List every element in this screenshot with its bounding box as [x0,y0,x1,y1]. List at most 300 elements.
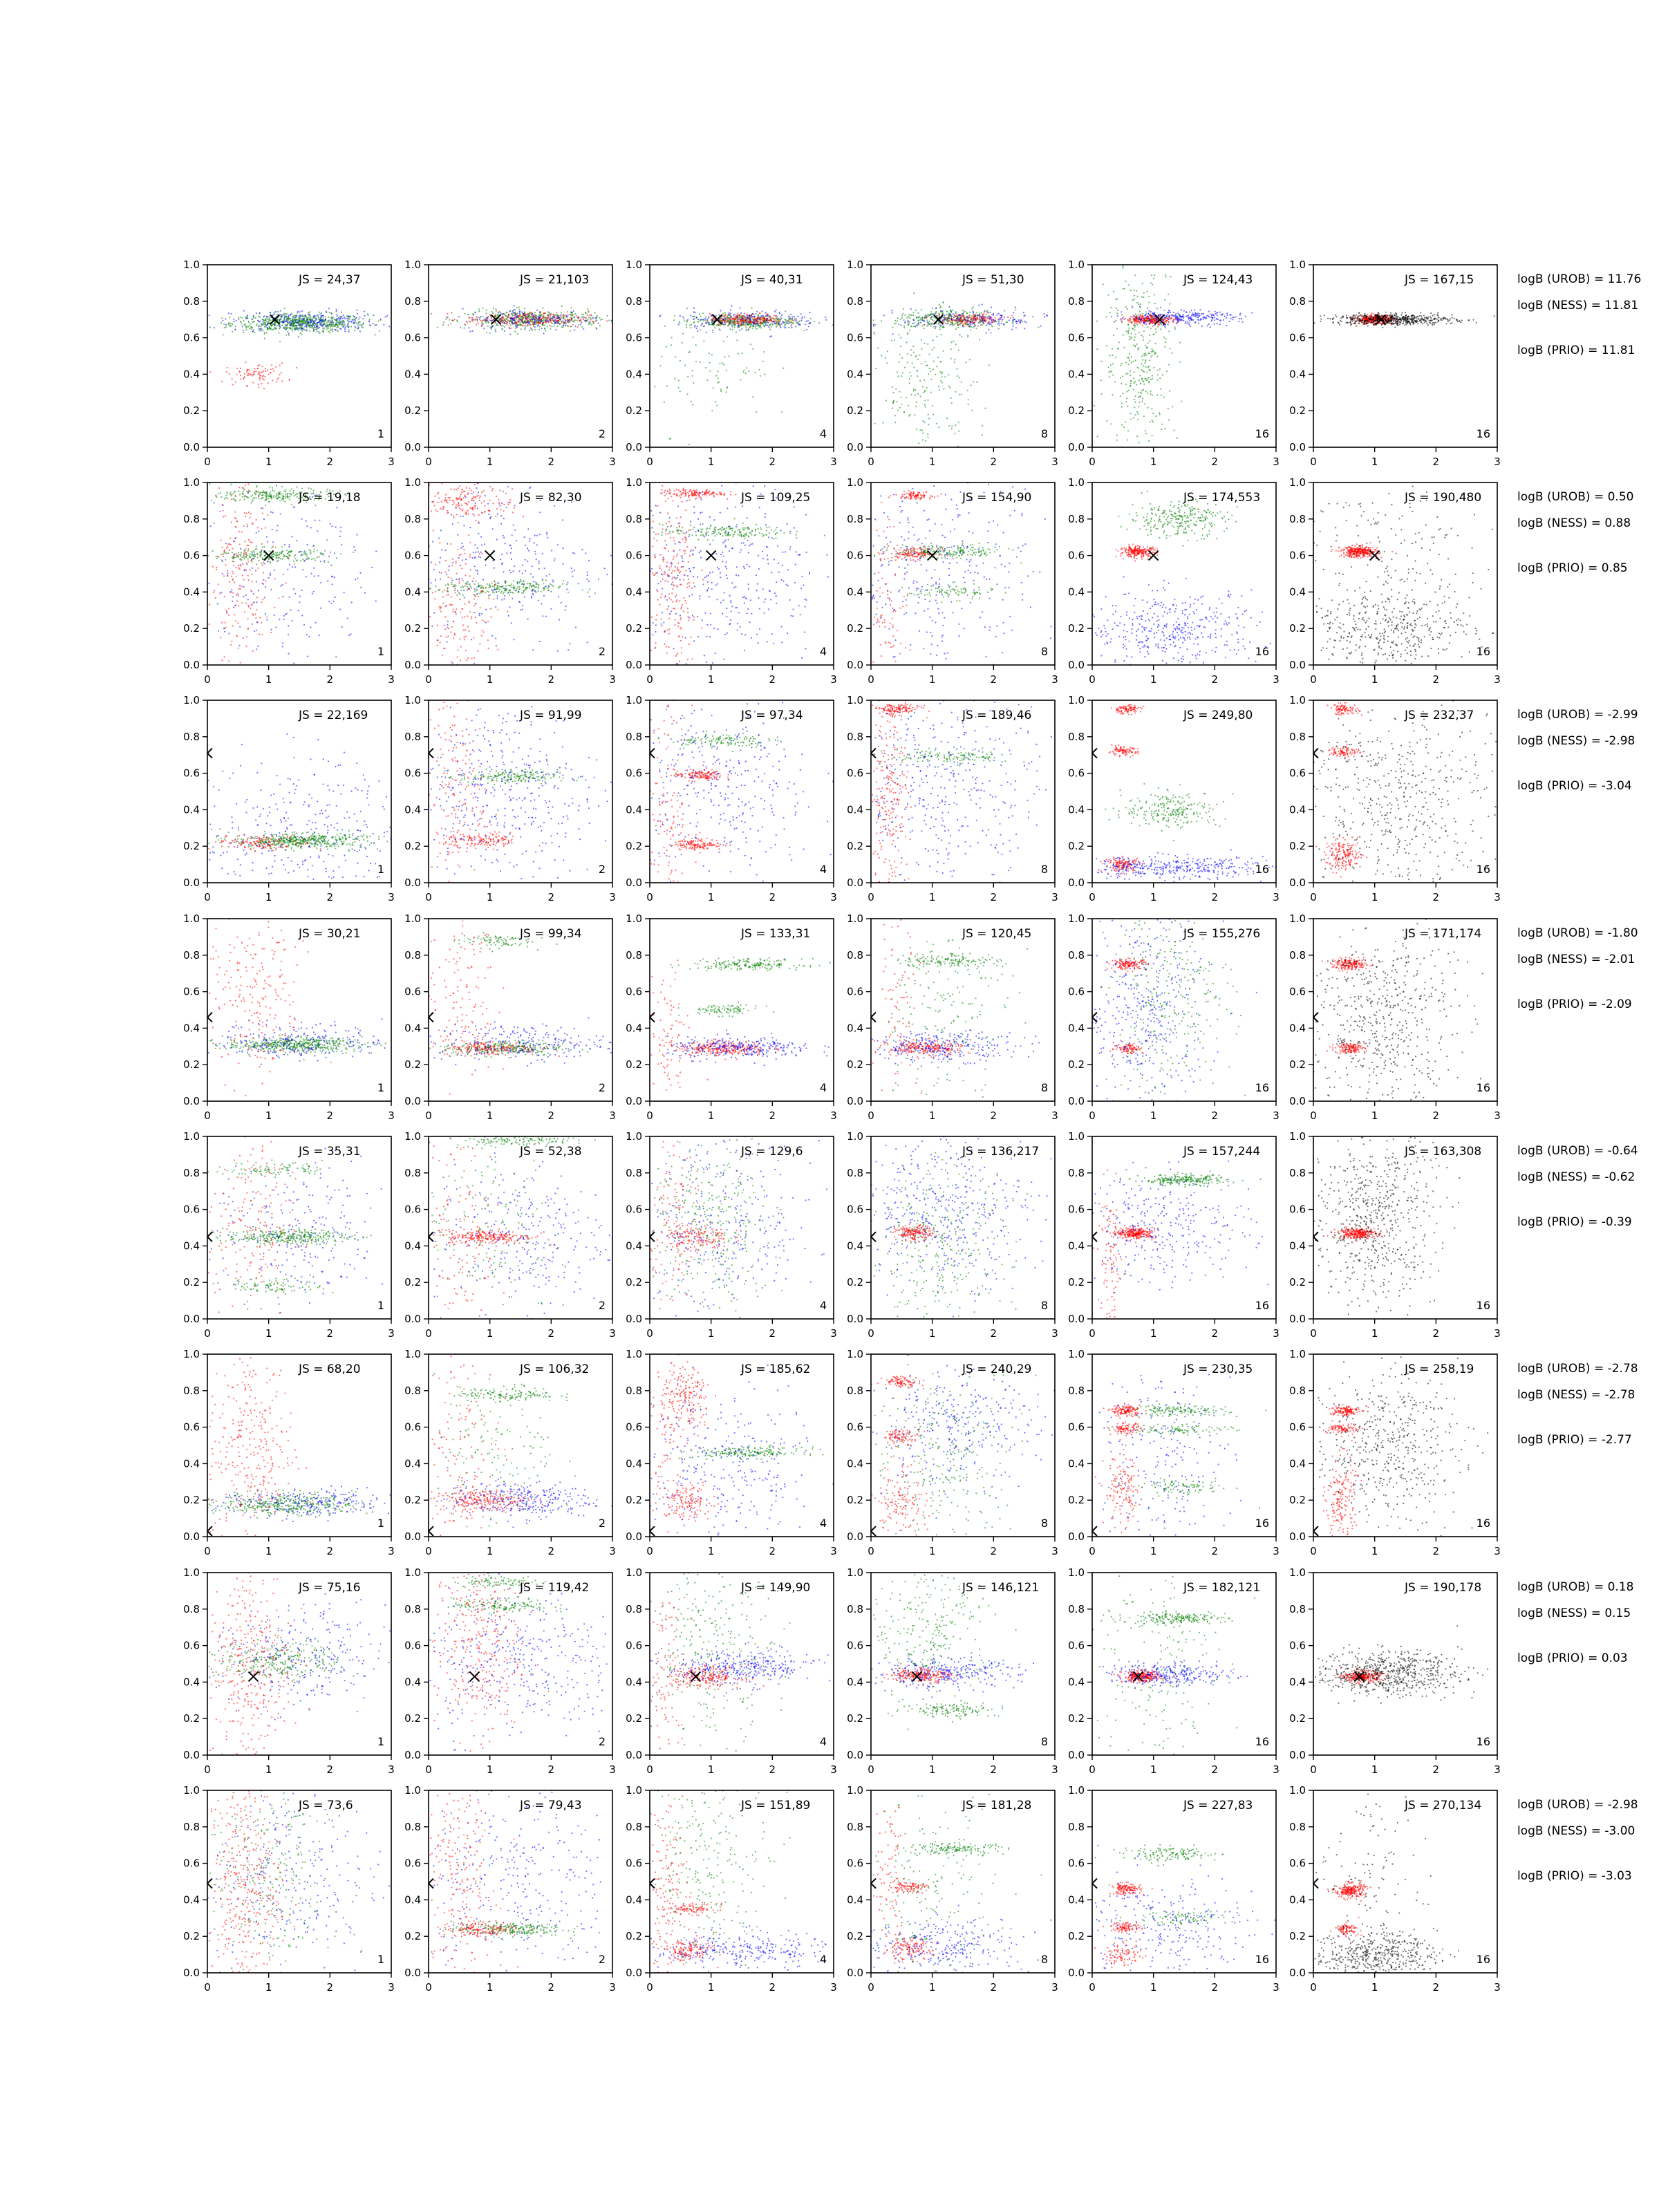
scatter-point [818,322,820,324]
scatter-point [671,344,672,346]
scatter-point [918,319,919,321]
scatter-point [755,327,756,328]
scatter-point [894,320,896,321]
scatter-point [464,328,465,329]
scatter-point [225,326,227,328]
scatter-point [1138,392,1139,393]
scatter-point [1013,312,1014,313]
scatter-point [1165,276,1167,277]
scatter-point [926,387,928,388]
scatter-point [988,364,990,366]
scatter-point [284,308,285,309]
scatter-point [965,324,966,325]
scatter-point [529,330,530,331]
scatter-point [266,327,268,328]
y-tick-label: 0.2 [847,404,863,417]
scatter-point [466,321,467,322]
scatter-point [1197,319,1199,320]
scatter-point [731,324,733,326]
scatter-point [798,324,799,325]
scatter-point [285,326,286,328]
scatter-point [1011,329,1013,330]
scatter-point [383,324,384,326]
scatter-point [377,320,379,321]
scatter-point [226,371,227,373]
scatter-point [477,323,478,324]
scatter-point [1152,325,1154,326]
scatter-point [519,315,521,317]
scatter-point [243,310,245,312]
scatter-point [939,328,941,330]
scatter-point [281,325,283,326]
scatter-point [1142,325,1143,326]
scatter-point [379,330,380,332]
scatter-point [765,312,767,314]
scatter-point [666,346,667,348]
scatter-point [332,328,333,330]
scatter-point [514,309,516,310]
scatter-point [1138,332,1140,333]
scatter-point [530,316,532,317]
scatter-point [269,320,270,321]
scatter-point [991,324,992,326]
scatter-point [1146,321,1147,322]
scatter-point [1127,430,1129,431]
scatter-point [270,312,271,313]
scatter-point [1129,353,1130,355]
scatter-point [1165,327,1166,328]
scatter-point [279,341,281,342]
scatter-point [986,325,987,326]
scatter-point [967,319,968,321]
scatter-point [556,321,557,322]
scatter-point [1168,408,1169,409]
scatter-point [664,326,666,327]
scatter-point [545,321,546,322]
scatter-point [512,311,514,312]
scatter-point [674,378,675,379]
scatter-point [1172,353,1173,354]
scatter-point [887,350,888,352]
scatter-point [981,317,982,318]
scatter-point [547,320,549,321]
y-tick-label: 0.4 [1068,368,1085,380]
scatter-point [262,319,263,320]
scatter-point [327,327,328,328]
scatter-point [1220,314,1221,315]
scatter-point [909,317,910,319]
scatter-point [561,306,563,307]
scatter-point [971,384,972,386]
scatter-point [883,422,884,423]
scatter-point [669,438,671,440]
scatter-point [810,318,812,319]
scatter-point [925,406,926,408]
scatter-point [686,324,687,325]
x-tick-label: 1 [265,456,272,468]
scatter-point [1371,315,1372,316]
scatter-point [1126,397,1127,399]
scatter-points [1314,312,1495,328]
scatter-point [739,308,740,309]
scatter-point [263,388,265,389]
scatter-point [1113,291,1114,292]
scatter-point [932,368,934,370]
scatter-point [700,319,701,320]
scatter-point [259,312,261,314]
scatter-point [897,321,898,322]
scatter-point [679,391,681,392]
scatter-point [256,312,257,314]
scatter-point [928,418,930,420]
scatter-point [1173,321,1174,323]
scatter-point [529,324,531,326]
scatter-point [247,369,249,371]
scatter-point [236,368,238,369]
scatter-point [769,315,770,317]
scatter-point [718,324,720,325]
scatter-point [330,327,331,328]
scatter-point [594,312,596,314]
scatter-point [505,323,507,324]
scatter-point [532,324,533,325]
scatter-point [886,362,888,364]
scatter-point [711,321,713,323]
scatter-point [547,319,549,320]
scatter-point [363,322,364,324]
scatter-point [683,318,684,319]
scatter-point [1147,317,1149,319]
scatter-point [264,338,265,339]
scatter-point [738,324,739,325]
scatter-points [209,308,392,389]
scatter-point [1108,366,1109,368]
scatter-point [930,392,932,393]
scatter-point [1170,317,1172,319]
scatter-point [227,367,228,368]
scatter-point [232,323,233,324]
scatter-point [924,328,925,329]
scatter-point [1111,371,1112,373]
scatter-point [516,319,517,320]
scatter-point [935,313,936,315]
scatter-point [249,328,250,329]
scatter-point [1149,335,1150,336]
scatter-point [342,318,344,319]
scatter-point [1136,290,1137,292]
scatter-point [1224,316,1226,317]
scatter-point [1183,310,1185,312]
scatter-point [891,310,892,311]
scatter-point [926,317,927,318]
scatter-point [1142,313,1143,315]
scatter-point [684,364,686,366]
scatter-point [788,327,789,328]
scatter-point [750,319,751,321]
scatter-point [527,318,528,319]
scatter-point [950,358,952,359]
scatter-point [873,319,874,321]
scatter-point [1150,282,1152,283]
scatter-point [962,326,964,327]
scatter-point [297,322,298,324]
scatter-point [1212,317,1213,318]
scatter-point [974,316,975,317]
scatter-point [281,362,283,364]
scatter-point [304,326,306,327]
scatter-point [281,380,283,382]
scatter-point [885,357,886,359]
scatter-point [910,315,911,316]
scatter-point [955,312,957,314]
scatter-point [961,394,962,395]
scatter-point [262,321,263,323]
scatter-point [1169,315,1170,317]
scatter-point [910,355,912,356]
scatter-point [901,404,902,405]
scatter-point [1127,406,1128,407]
scatter-point [926,365,927,366]
scatter-point [736,339,738,341]
scatter-point [534,321,536,322]
scatter-point [1201,319,1202,320]
scatter-point [968,318,969,319]
scatter-point [254,332,255,333]
scatter-point [1121,363,1123,364]
scatter-point [275,366,276,368]
scatter-point [1136,316,1137,317]
scatter-point [299,315,301,316]
scatter-point [492,312,494,314]
scatter-point [486,332,487,333]
scatter-point [1106,317,1107,318]
scatter-point [1148,301,1150,303]
x-tick-label: 2 [327,456,334,468]
scatter-point [1109,355,1110,356]
scatter-point [323,330,324,332]
scatter-point [489,327,491,328]
scatter-point [1155,415,1156,417]
scatter-point [708,324,709,325]
scatter-point [285,313,286,315]
scatter-point [1141,321,1142,322]
scatter-point [264,333,265,335]
scatter-point [1217,319,1219,320]
scatter-point [550,325,551,326]
scatter-panel [847,259,1058,468]
scatter-point [225,324,227,326]
scatter-point [1138,406,1140,407]
scatter-point [982,322,984,324]
scatter-point [1110,307,1112,308]
scatter-point [209,315,210,316]
scatter-point [367,313,368,315]
scatter-point [1145,355,1147,356]
scatter-point [922,433,924,434]
scatter-point [1150,314,1151,315]
scatter-point [1013,319,1015,320]
x-tick-label: 2 [991,456,997,468]
scatter-point [967,312,968,314]
scatter-point [1134,323,1136,324]
scatter-point [529,319,531,320]
scatter-point [1122,317,1123,319]
scatter-point [686,320,687,321]
scatter-point [608,319,610,321]
scatter-point [565,315,567,317]
scatter-point [990,316,991,317]
scatter-point [369,324,371,326]
scatter-point [259,379,260,380]
scatter-point [475,312,476,313]
scatter-point [288,379,290,381]
scatter-point [285,315,287,317]
scatter-point [1150,318,1152,319]
scatter-point [957,317,958,318]
scatter-point [333,324,335,326]
scatter-point [545,330,546,331]
scatter-point [1156,308,1158,309]
scatter-point [570,307,572,308]
scatter-point [678,379,679,381]
scatter-point [690,315,691,317]
scatter-point [539,326,541,327]
scatter-point [1147,353,1149,354]
scatter-point [235,326,236,327]
scatter-point [921,339,922,341]
scatter-point [952,323,953,324]
scatter-point [306,317,307,318]
scatter-point [1150,311,1152,312]
scatter-point [1010,317,1011,319]
scatter-point [976,312,977,313]
scatter-point [700,325,702,326]
scatter-point [1168,324,1169,325]
scatter-point [991,317,992,318]
scatter-point [1160,388,1161,390]
scatter-point [1164,299,1165,301]
scatter-point [916,355,917,356]
scatter-point [243,330,244,331]
scatter-point [919,380,921,382]
scatter-point [780,327,781,328]
scatter-point [513,310,514,311]
scatter-point [1238,321,1239,322]
scatter-point [1112,394,1113,395]
scatter-point [532,319,534,320]
y-tick-label: 0.4 [626,368,642,380]
scatter-point [953,313,954,315]
scatter-point [590,317,591,319]
scatter-point [1121,406,1123,408]
scatter-point [299,332,301,334]
scatter-point [912,312,914,313]
scatter-point [999,325,1000,326]
scatter-point [534,314,535,315]
sample-count-label: 16 [1255,427,1269,440]
scatter-point [1007,317,1009,318]
scatter-point [1179,362,1181,363]
scatter-point [525,320,526,321]
scatter-point [337,318,338,319]
scatter-point [747,324,748,325]
y-tick-label: 0.0 [626,441,642,453]
scatter-point [1106,420,1107,422]
scatter-point [242,326,243,327]
x-tick-label: 0 [204,456,211,468]
scatter-point [939,371,941,373]
scatter-point [1109,376,1110,377]
scatter-point [727,336,728,337]
scatter-point [329,312,330,313]
scatter-point [919,354,920,355]
scatter-point [998,328,1000,330]
scatter-point [298,336,299,337]
scatter-point [290,325,291,326]
scatter-point [911,326,912,327]
scatter-point [1023,312,1024,313]
scatter-point [956,318,957,319]
scatter-point [301,329,302,330]
scatter-point [743,319,744,321]
scatter-point [1131,333,1132,335]
scatter-point [968,399,969,400]
scatter-point [329,332,330,333]
scatter-point [556,312,557,313]
x-tick-label: 3 [1273,456,1280,468]
scatter-point [314,315,315,317]
scatter-point [1143,297,1144,298]
scatter-point [946,323,948,324]
scatter-point [337,315,338,317]
scatter-point [1177,312,1179,314]
scatter-point [1123,427,1125,428]
scatter-point [692,375,693,377]
scatter-point [290,319,291,320]
scatter-point [594,317,596,319]
scatter-point [301,315,303,316]
scatter-point [1217,323,1218,324]
scatter-point [1134,406,1135,408]
scatter-point [686,326,687,328]
scatter-point [347,315,348,317]
scatter-point [1215,313,1217,315]
scatter-point [776,321,777,322]
scatter-point [687,376,688,377]
scatter-point [1163,310,1165,311]
scatter-point [514,317,516,319]
scatter-point [268,326,270,327]
scatter-point [339,319,340,321]
scatter-point [263,379,265,380]
scatter-point [1144,315,1145,316]
scatter-point [1032,316,1033,317]
scatter-point [925,315,926,316]
scatter-point [1168,364,1170,366]
scatter-point [280,319,281,320]
js-annotation: JS = 21,103 [519,273,589,287]
scatter-point [693,308,695,309]
y-tick-label: 0.8 [183,295,200,308]
scatter-point [563,318,564,319]
scatter-point [328,320,329,321]
scatter-point [577,326,579,328]
scatter-point [467,314,469,315]
scatter-point [496,310,497,312]
scatter-point [266,316,268,317]
scatter-point [904,367,906,368]
scatter-point [1165,274,1166,275]
